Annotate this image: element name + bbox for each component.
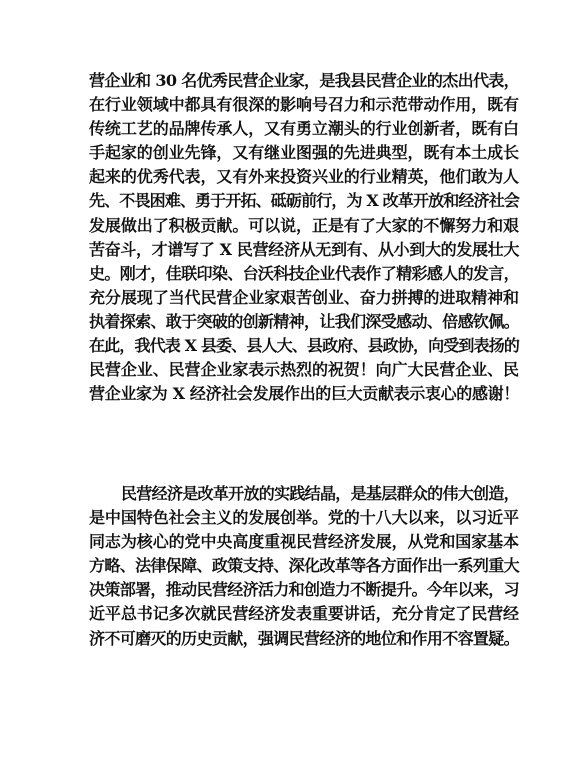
paragraph-line: 济不可磨灭的历史贡献，强调民营经济的地位和作用不容置疑。 (89, 628, 519, 648)
paragraph-line: 充分展现了当代民营企业家艰苦创业、奋力拼搏的进取精神和 (89, 287, 519, 307)
paragraph-line: 先、不畏困难、勇于开拓、砥砺前行，为 X 改革开放和经济社会 (89, 191, 519, 211)
paragraph-line: 史。刚才，佳联印染、台沃科技企业代表作了精彩感人的发言， (89, 263, 519, 283)
paragraph-line: 发展做出了积极贡献。可以说，正是有了大家的不懈努力和艰 (89, 215, 519, 235)
paragraph-line: 营企业和 30 名优秀民营企业家，是我县民营企业的杰出代表， (89, 71, 519, 90)
paragraph-line: 手起家的创业先锋，又有继业图强的先进典型，既有本土成长 (89, 143, 519, 163)
paragraph-line: 决策部署，推动民营经济活力和创造力不断提升。今年以来，习 (89, 580, 519, 600)
paragraph-first-line: 民营经济是改革开放的实践结晶，是基层群众的伟大创造， (121, 484, 519, 503)
paragraph-line: 苦奋斗，才谱写了 X 民营经济从无到有、从小到大的发展壮大 (89, 239, 519, 259)
paragraph-line: 起来的优秀代表，又有外来投资兴业的行业精英，他们敢为人 (89, 167, 519, 187)
paragraph-line: 民营企业、民营企业家表示热烈的祝贺！向广大民营企业、民 (89, 360, 519, 380)
paragraph-line: 营企业家为 X 经济社会发展作出的巨大贡献表示衷心的感谢！ (89, 384, 519, 404)
paragraph-line: 执着探索、敢于突破的创新精神，让我们深受感动、倍感钦佩。 (89, 311, 519, 331)
paragraph-line: 近平总书记多次就民营经济发表重要讲话，充分肯定了民营经 (89, 604, 519, 624)
paragraph-line: 是中国特色社会主义的发展创举。党的十八大以来，以习近平 (89, 508, 519, 528)
paragraph-line: 同志为核心的党中央高度重视民营经济发展，从党和国家基本 (89, 532, 519, 552)
paragraph-line: 在行业领域中都具有很深的影响号召力和示范带动作用，既有 (89, 95, 519, 115)
paragraph-line: 在此，我代表 X 县委、县人大、县政府、县政协，向受到表扬的 (89, 336, 519, 356)
paragraph-continued (89, 69, 519, 406)
paragraph-line: 传统工艺的品牌传承人，又有勇立潮头的行业创新者，既有白 (89, 119, 519, 139)
paragraph (89, 482, 519, 651)
paragraph-line: 方略、法律保障、政策支持、深化改革等各方面作出一系列重大 (89, 556, 519, 576)
